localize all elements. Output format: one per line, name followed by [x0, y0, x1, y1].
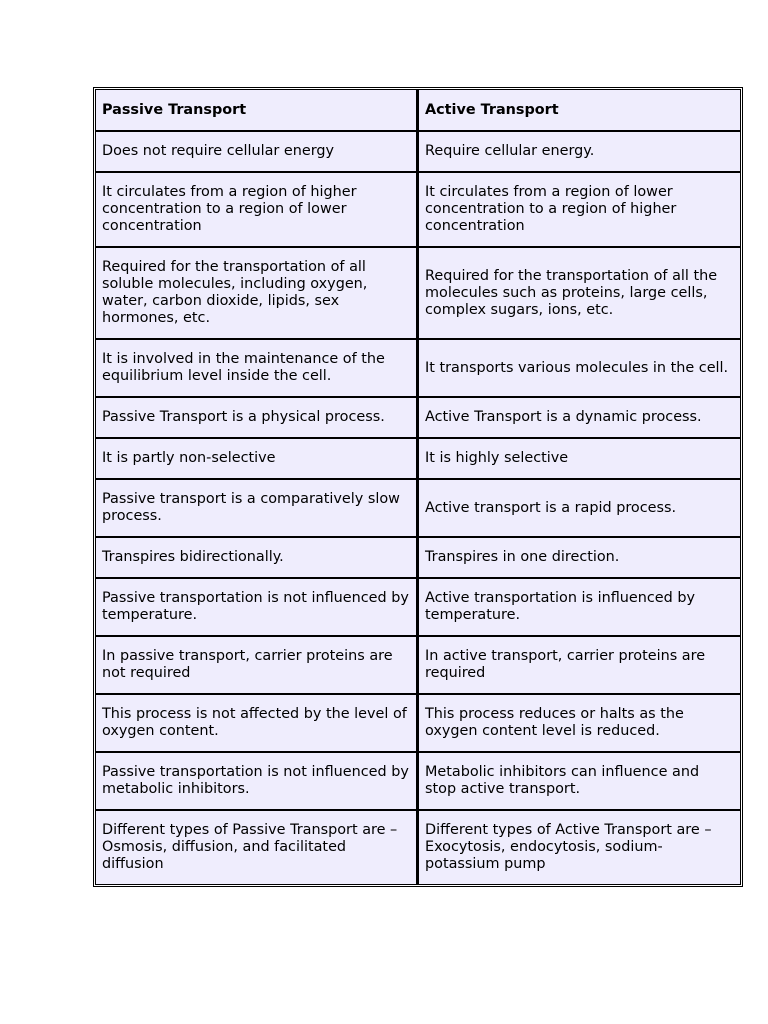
active-cell: Required for the transportation of all the molecules such as proteins, large cells, complex sugars, ions, etc. [417, 247, 741, 339]
active-cell: This process reduces or halts as the oxygen content level is reduced. [417, 694, 741, 752]
passive-cell: Passive transportation is not influenced by metabolic inhibitors. [95, 752, 417, 810]
passive-cell: It is partly non-selective [95, 438, 417, 479]
active-cell: Active transportation is influenced by temperature. [417, 578, 741, 636]
passive-cell: In passive transport, carrier proteins are not required [95, 636, 417, 694]
table-header-row [95, 89, 741, 131]
active-cell: It transports various molecules in the cell. [417, 339, 741, 397]
table-row [95, 752, 741, 810]
passive-cell: Passive transportation is not influenced by temperature. [95, 578, 417, 636]
passive-cell: Passive Transport is a physical process. [95, 397, 417, 438]
table-row [95, 397, 741, 438]
table-row [95, 172, 741, 247]
active-cell: It is highly selective [417, 438, 741, 479]
table-row [95, 131, 741, 172]
active-cell: Require cellular energy. [417, 131, 741, 172]
table-row [95, 339, 741, 397]
active-cell: Active Transport is a dynamic process. [417, 397, 741, 438]
active-cell: Metabolic inhibitors can influence and stop active transport. [417, 752, 741, 810]
header-active-transport: Active Transport [417, 89, 741, 131]
active-cell: Transpires in one direction. [417, 537, 741, 578]
passive-cell: Transpires bidirectionally. [95, 537, 417, 578]
active-cell: Different types of Active Transport are – Exocytosis, endocytosis, sodium-potassium pump [417, 810, 741, 885]
passive-cell: Does not require cellular energy [95, 131, 417, 172]
table-row [95, 694, 741, 752]
passive-cell: Required for the transportation of all soluble molecules, including oxygen, water, carbon dioxide, lipids, sex hormones, etc. [95, 247, 417, 339]
active-cell: It circulates from a region of lower concentration to a region of higher concentration [417, 172, 741, 247]
table-row [95, 810, 741, 885]
table-row [95, 479, 741, 537]
table-row [95, 636, 741, 694]
passive-cell: It circulates from a region of higher concentration to a region of lower concentration [95, 172, 417, 247]
comparison-table [93, 87, 743, 887]
table-row [95, 438, 741, 479]
passive-cell: It is involved in the maintenance of the equilibrium level inside the cell. [95, 339, 417, 397]
active-cell: In active transport, carrier proteins are required [417, 636, 741, 694]
passive-cell: Different types of Passive Transport are – Osmosis, diffusion, and facilitated diffusion [95, 810, 417, 885]
header-passive-transport: Passive Transport [95, 89, 417, 131]
table-row [95, 578, 741, 636]
passive-cell: This process is not affected by the level of oxygen content. [95, 694, 417, 752]
table-row [95, 247, 741, 339]
active-cell: Active transport is a rapid process. [417, 479, 741, 537]
table-row [95, 537, 741, 578]
passive-cell: Passive transport is a comparatively slow process. [95, 479, 417, 537]
comparison-table-grid [95, 89, 741, 885]
